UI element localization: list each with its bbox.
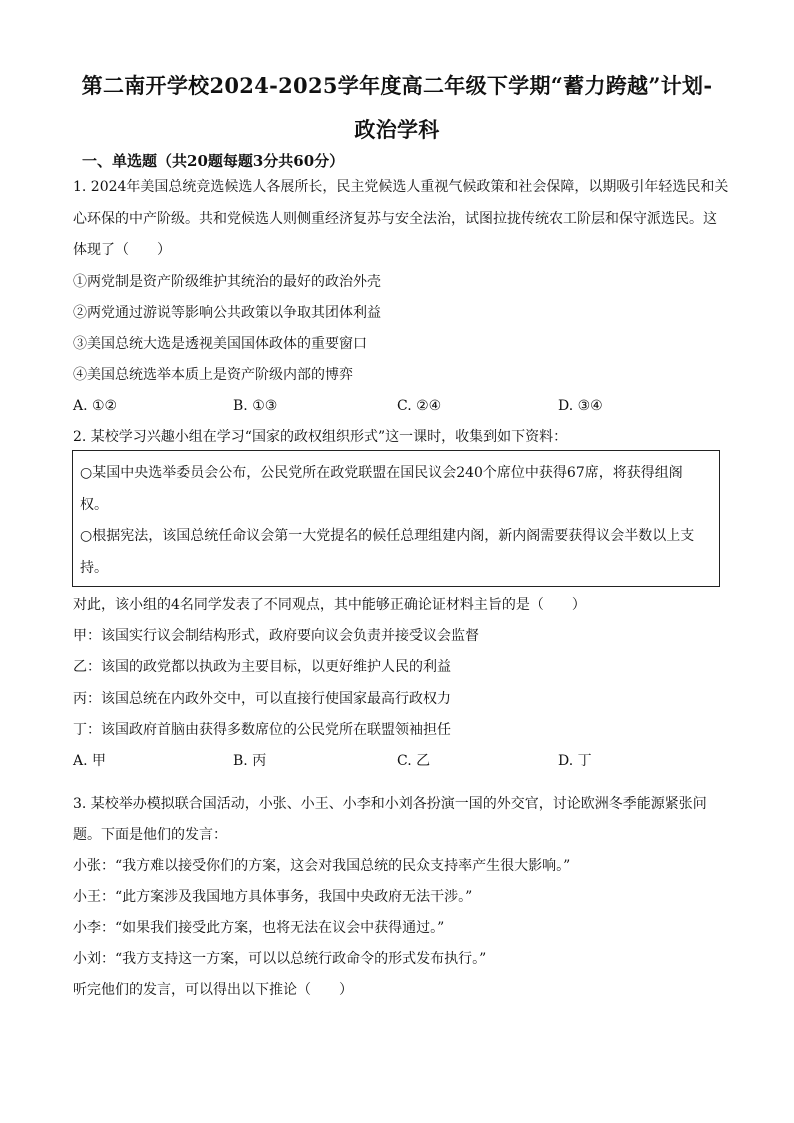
- q2-material-line1: ○某国中央选举委员会公布，公民党所在政党联盟在国民议会240个席位中获得67席，将获得组阁: [80, 465, 683, 481]
- q2-view-jia: 甲：该国实行议会制结构形式，政府要向议会负责并接受议会监督: [73, 628, 479, 644]
- section-heading: 一、单选题（共20题每题3分共60分）: [82, 152, 345, 170]
- q2-stem-line2: 对此，该小组的4名同学发表了不同观点，其中能够正确论证材料主旨的是（ ）: [73, 597, 586, 613]
- q3-speech-li: 小李：“如果我们接受此方案，也将无法在议会中获得通过。”: [73, 920, 445, 936]
- q1-stem-line1: 1. 2024年美国总统竞选候选人各展所长，民主党候选人重视气候政策和社会保障，以期吸引年轻选民和关: [73, 179, 729, 195]
- q1-option-c: C. ②④: [397, 398, 442, 414]
- q3-stem-line3: 听完他们的发言，可以得出以下推论（ ）: [73, 982, 353, 998]
- q2-option-c: C. 乙: [397, 753, 431, 769]
- q1-statement-3: ③美国总统大选是透视美国国体政体的重要窗口: [73, 336, 367, 352]
- q3-speech-liu: 小刘：“我方支持这一方案，可以以总统行政命令的形式发布执行。”: [73, 951, 487, 967]
- q2-option-a: A. 甲: [73, 753, 107, 769]
- q2-material-line4: 持。: [80, 560, 108, 576]
- q1-option-b: B. ①③: [233, 398, 278, 414]
- q1-option-a: A. ①②: [73, 398, 118, 414]
- q3-stem-line1: 3. 某校举办模拟联合国活动，小张、小王、小李和小刘各扮演一国的外交官，讨论欧洲冬季能源紧张问: [73, 796, 707, 812]
- q3-speech-zhang: 小张：“我方难以接受你们的方案，这会对我国总统的民众支持率产生很大影响。”: [73, 858, 571, 874]
- q2-view-bing: 丙：该国总统在内政外交中，可以直接行使国家最高行政权力: [73, 691, 451, 707]
- q2-material-line2: 权。: [80, 497, 108, 513]
- q3-stem-line2: 题。下面是他们的发言：: [73, 827, 227, 843]
- q1-statement-4: ④美国总统选举本质上是资产阶级内部的博弈: [73, 367, 353, 383]
- q1-option-d: D. ③④: [558, 398, 603, 414]
- q1-stem-line3: 体现了（ ）: [73, 242, 171, 258]
- document-title-line1: 第二南开学校2024-2025学年度高二年级下学期“蓄力跨越”计划-: [81, 73, 713, 98]
- q2-material-line3: ○根据宪法，该国总统任命议会第一大党提名的候任总理组建内阁，新内阁需要获得议会半数以上支: [80, 528, 695, 544]
- q1-statement-1: ①两党制是资产阶级维护其统治的最好的政治外壳: [73, 274, 381, 290]
- q2-option-d: D. 丁: [558, 753, 592, 769]
- q2-view-ding: 丁：该国政府首脑由获得多数席位的公民党所在联盟领袖担任: [73, 722, 451, 738]
- q3-speech-wang: 小王：“此方案涉及我国地方具体事务，我国中央政府无法干涉。”: [73, 889, 473, 905]
- document-title-line2: 政治学科: [354, 117, 440, 142]
- q2-view-yi: 乙：该国的政党都以执政为主要目标，以更好维护人民的利益: [73, 659, 451, 675]
- q2-stem-line1: 2. 某校学习兴趣小组在学习“国家的政权组织形式”这一课时，收集到如下资料：: [73, 429, 568, 445]
- q1-stem-line2: 心环保的中产阶级。共和党候选人则侧重经济复苏与安全法治，试图拉拢传统农工阶层和保守派选民。这: [73, 211, 717, 227]
- q1-statement-2: ②两党通过游说等影响公共政策以争取其团体利益: [73, 305, 381, 321]
- q2-option-b: B. 丙: [233, 753, 267, 769]
